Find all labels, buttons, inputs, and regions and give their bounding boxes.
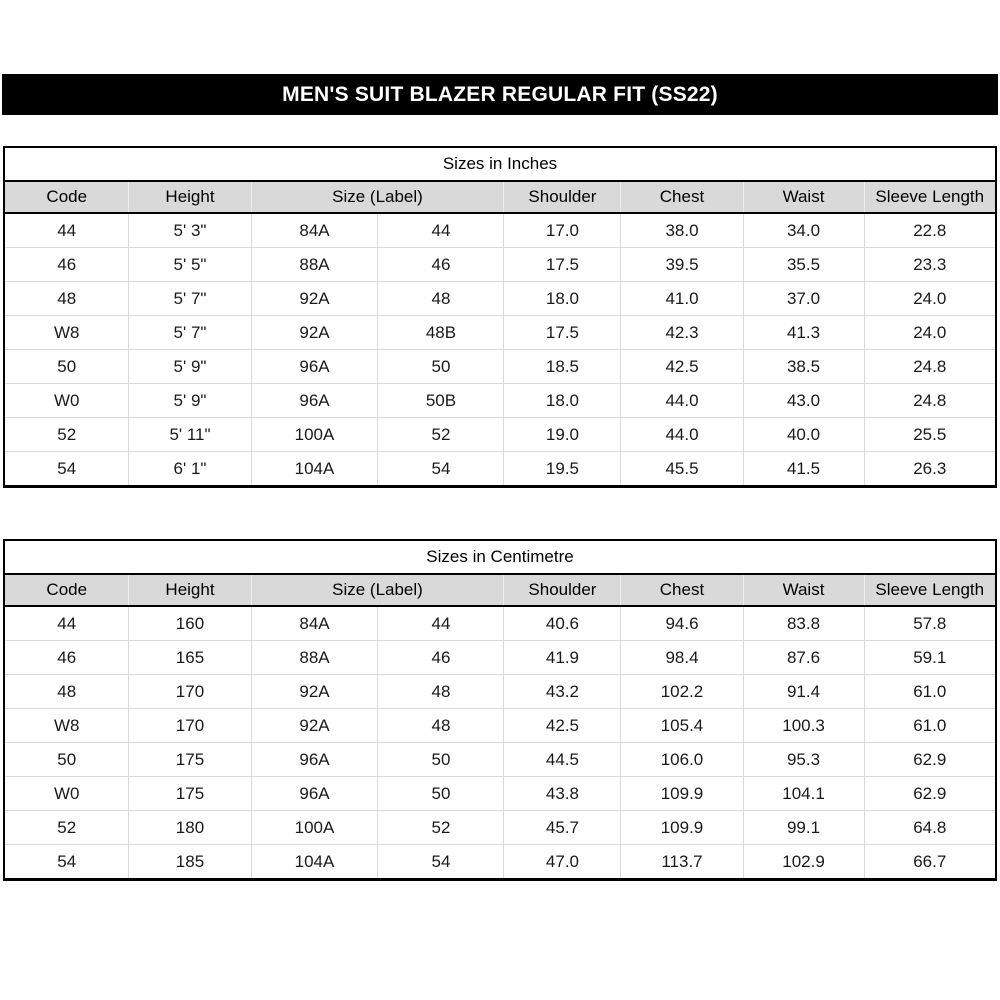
table-cell: 180	[129, 811, 251, 845]
table-cell: 50B	[378, 384, 504, 418]
table-cell: 5' 11"	[129, 418, 251, 452]
table-cell: 41.3	[743, 316, 864, 350]
table-cell: 105.4	[621, 709, 743, 743]
table-cell: 104A	[251, 845, 378, 880]
table-cell: 24.0	[864, 282, 996, 316]
table-cell: 24.0	[864, 316, 996, 350]
table-cell: 48	[378, 675, 504, 709]
table-cell: 47.0	[504, 845, 621, 880]
table-cell: 54	[4, 845, 129, 880]
table-cell: 46	[378, 641, 504, 675]
table-row	[4, 350, 996, 384]
column-header-size-label: Size (Label)	[251, 574, 504, 606]
column-header-code: Code	[4, 574, 129, 606]
table-row	[4, 316, 996, 350]
table-row	[4, 743, 996, 777]
table-row	[4, 418, 996, 452]
table-cell: W8	[4, 709, 129, 743]
table-cell: 98.4	[621, 641, 743, 675]
table-cell: 17.5	[504, 316, 621, 350]
table-cell: 104.1	[743, 777, 864, 811]
column-header-code: Code	[4, 181, 129, 213]
table-row	[4, 606, 996, 641]
table-cell: 87.6	[743, 641, 864, 675]
table-cell: 23.3	[864, 248, 996, 282]
table-row	[4, 282, 996, 316]
table-cell: 5' 9"	[129, 384, 251, 418]
table-cell: 170	[129, 709, 251, 743]
table-cell: 61.0	[864, 675, 996, 709]
table-cell: 50	[378, 350, 504, 384]
table-row	[4, 675, 996, 709]
table-row	[4, 213, 996, 248]
column-header-height: Height	[129, 181, 251, 213]
table-cell: 18.0	[504, 282, 621, 316]
table-row	[4, 709, 996, 743]
table-cell: 17.0	[504, 213, 621, 248]
table-cell: 50	[378, 743, 504, 777]
table-cell: 48	[378, 709, 504, 743]
table-cell: 44	[4, 606, 129, 641]
table-cell: 42.5	[621, 350, 743, 384]
table-cell: 57.8	[864, 606, 996, 641]
table-cell: 6' 1"	[129, 452, 251, 487]
table-cell: 40.6	[504, 606, 621, 641]
table-cell: 35.5	[743, 248, 864, 282]
table-cell: 170	[129, 675, 251, 709]
table-cell: 44.0	[621, 418, 743, 452]
table-cell: 34.0	[743, 213, 864, 248]
table-cell: 175	[129, 743, 251, 777]
table-cell: 96A	[251, 777, 378, 811]
table-row	[4, 811, 996, 845]
table-cell: 17.5	[504, 248, 621, 282]
table-cell: 50	[378, 777, 504, 811]
table-cell: 5' 7"	[129, 282, 251, 316]
table-cell: 92A	[251, 316, 378, 350]
table-cell: 46	[378, 248, 504, 282]
table-cell: 109.9	[621, 811, 743, 845]
column-header-height: Height	[129, 574, 251, 606]
table-cell: 41.0	[621, 282, 743, 316]
table-cell: 5' 5"	[129, 248, 251, 282]
table-cell: 106.0	[621, 743, 743, 777]
table-cell: 84A	[251, 213, 378, 248]
table-title-row	[4, 147, 996, 181]
table-cell: 102.2	[621, 675, 743, 709]
table-cell: 91.4	[743, 675, 864, 709]
column-header-shoulder: Shoulder	[504, 574, 621, 606]
table-row	[4, 777, 996, 811]
table-cell: 100A	[251, 418, 378, 452]
table-header-row	[4, 181, 996, 213]
table-cell: 84A	[251, 606, 378, 641]
table-cell: 48	[4, 282, 129, 316]
table-cell: 45.5	[621, 452, 743, 487]
column-header-size-label: Size (Label)	[251, 181, 504, 213]
table-cell: 92A	[251, 675, 378, 709]
table-cell: 43.0	[743, 384, 864, 418]
table-row	[4, 384, 996, 418]
table-row	[4, 452, 996, 487]
table-cell: 59.1	[864, 641, 996, 675]
table-cell: 54	[378, 452, 504, 487]
table-cell: 39.5	[621, 248, 743, 282]
table-cell: 62.9	[864, 777, 996, 811]
table-cell: 46	[4, 641, 129, 675]
table-cell: 26.3	[913, 458, 947, 478]
table-title-row	[4, 540, 996, 574]
table-cell: 62.9	[864, 743, 996, 777]
table-cell: 96A	[251, 384, 378, 418]
table-cell: 44	[378, 213, 504, 248]
table-cell: 48B	[378, 316, 504, 350]
table-cell: 48	[4, 675, 129, 709]
table-cell: 41.5	[743, 452, 864, 487]
table-cell: 38.0	[621, 213, 743, 248]
table-header-row	[4, 574, 996, 606]
table-cell: 18.0	[504, 384, 621, 418]
table-cell: 25.5	[864, 418, 996, 452]
table-cell: 5' 9"	[129, 350, 251, 384]
table-cell: 92A	[251, 709, 378, 743]
table-cell: 52	[378, 811, 504, 845]
table-cell: 19.0	[504, 418, 621, 452]
table-cell: W0	[4, 384, 129, 418]
table-title: Sizes in Centimetre	[4, 540, 996, 574]
table-cell: 42.3	[621, 316, 743, 350]
table-cell: 96A	[251, 743, 378, 777]
table-cell: 43.2	[504, 675, 621, 709]
table-cell: 50	[4, 350, 129, 384]
table-cell: 54	[378, 845, 504, 880]
table-cell: 40.0	[743, 418, 864, 452]
table-cell: 52	[378, 418, 504, 452]
table-cell: 109.9	[621, 777, 743, 811]
document-title: MEN'S SUIT BLAZER REGULAR FIT (SS22)	[282, 82, 718, 106]
table-cell: 99.1	[743, 811, 864, 845]
column-header-chest: Chest	[621, 181, 743, 213]
column-header-sleeve-length: Sleeve Length	[864, 574, 996, 606]
table-cell: 102.9	[743, 845, 864, 880]
column-header-waist: Waist	[743, 574, 864, 606]
table-cell: 48	[378, 282, 504, 316]
table-cell: W8	[4, 316, 129, 350]
table-cell: 104A	[251, 452, 378, 487]
table-cell: 43.8	[504, 777, 621, 811]
table-cell: 44.0	[621, 384, 743, 418]
column-header-waist: Waist	[743, 181, 864, 213]
table-cell: 160	[129, 606, 251, 641]
table-cell: 83.8	[743, 606, 864, 641]
table-cell: 61.0	[864, 709, 996, 743]
table-cell: 5' 3"	[129, 213, 251, 248]
table-cell: 38.5	[743, 350, 864, 384]
table-cell: 50	[4, 743, 129, 777]
table-cell: 95.3	[743, 743, 864, 777]
table-cell: 92A	[251, 282, 378, 316]
table-cell: 37.0	[743, 282, 864, 316]
table-cell: 94.6	[621, 606, 743, 641]
table-cell: 46	[4, 248, 129, 282]
table-cell: 44	[4, 213, 129, 248]
table-cell: 88A	[251, 641, 378, 675]
table-cell: 175	[129, 777, 251, 811]
table-cell: 44	[378, 606, 504, 641]
table-cell: 24.8	[864, 350, 996, 384]
table-row	[4, 845, 996, 880]
table-cell: 100A	[251, 811, 378, 845]
table-cell: 44.5	[504, 743, 621, 777]
table-cell: 45.7	[504, 811, 621, 845]
column-header-chest: Chest	[621, 574, 743, 606]
document-title-bar	[2, 74, 998, 115]
column-header-shoulder: Shoulder	[504, 181, 621, 213]
table-cell: 41.9	[504, 641, 621, 675]
table-row	[4, 641, 996, 675]
table-cell: 88A	[251, 248, 378, 282]
table-cell: 113.7	[621, 845, 743, 880]
table-title: Sizes in Inches	[4, 147, 996, 181]
table-cell: 22.8	[864, 213, 996, 248]
table-cell: 66.7	[913, 851, 947, 871]
table-cell: W0	[4, 777, 129, 811]
table-cell: 64.8	[864, 811, 996, 845]
table-cell: 52	[4, 811, 129, 845]
table-body	[4, 606, 996, 880]
table-cell: 24.8	[864, 384, 996, 418]
table-row	[4, 248, 996, 282]
table-cell: 52	[4, 418, 129, 452]
column-header-sleeve-length: Sleeve Length	[864, 181, 996, 213]
table-cell: 5' 7"	[129, 316, 251, 350]
table-cell: 96A	[251, 350, 378, 384]
table-body	[4, 213, 996, 487]
sizes-in-inches-table	[3, 146, 997, 488]
table-cell: 42.5	[504, 709, 621, 743]
sizes-in-centimetre-table	[3, 539, 997, 881]
table-cell: 54	[4, 452, 129, 487]
table-cell: 100.3	[743, 709, 864, 743]
table-cell: 165	[129, 641, 251, 675]
table-cell: 18.5	[504, 350, 621, 384]
table-cell: 19.5	[504, 452, 621, 487]
table-cell: 185	[129, 845, 251, 880]
